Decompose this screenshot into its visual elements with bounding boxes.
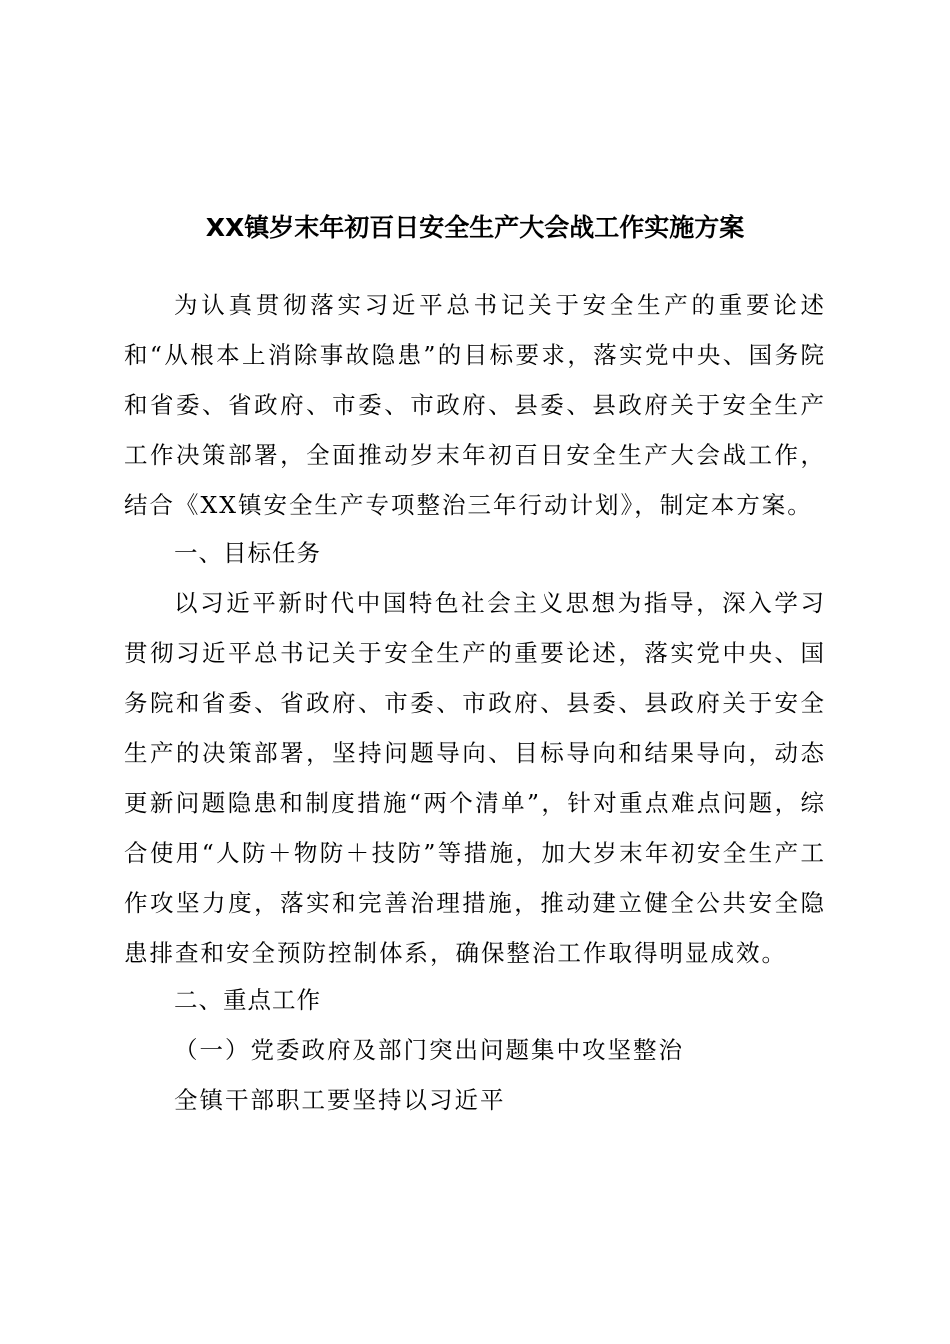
subsection-paragraph-1: 全镇干部职工要坚持以习近平 <box>174 1086 506 1114</box>
intro-paragraph: 为认真贯彻落实习近平总书记关于安全生产的重要论述和“从根本上消除事故隐患”的目标要求，落实党中央、国务院和省委、省政府、市委、市政府、县委、县政府关于安全生产工作决策部署，全面推动岁末年初百日安全生产大会战工作，结合《XX镇安全生产专项整治三年行动计划》，制定本方案。 <box>124 291 826 519</box>
section-heading-key-work: 二、重点工作 <box>174 986 321 1014</box>
goals-paragraph: 以习近平新时代中国特色社会主义思想为指导，深入学习贯彻习近平总书记关于安全生产的重要论述，落实党中央、国务院和省委、省政府、市委、市政府、县委、县政府关于安全生产的决策部署，坚持问题导向、目标导向和结果导向，动态更新问题隐患和制度措施“两个清单”，针对重点难点问题，综合使用“人防＋物防＋技防”等措施，加大岁末年初安全生产工作攻坚力度，落实和完善治理措施，推动建立健全公共安全隐患排查和安全预防控制体系，确保整治工作取得明显成效。 <box>124 589 826 967</box>
document-title: XX镇岁末年初百日安全生产大会战工作实施方案 <box>205 213 745 242</box>
subsection-heading-1: （一）党委政府及部门突出问题集中攻坚整治 <box>174 1036 684 1064</box>
section-heading-goals: 一、目标任务 <box>174 539 321 567</box>
